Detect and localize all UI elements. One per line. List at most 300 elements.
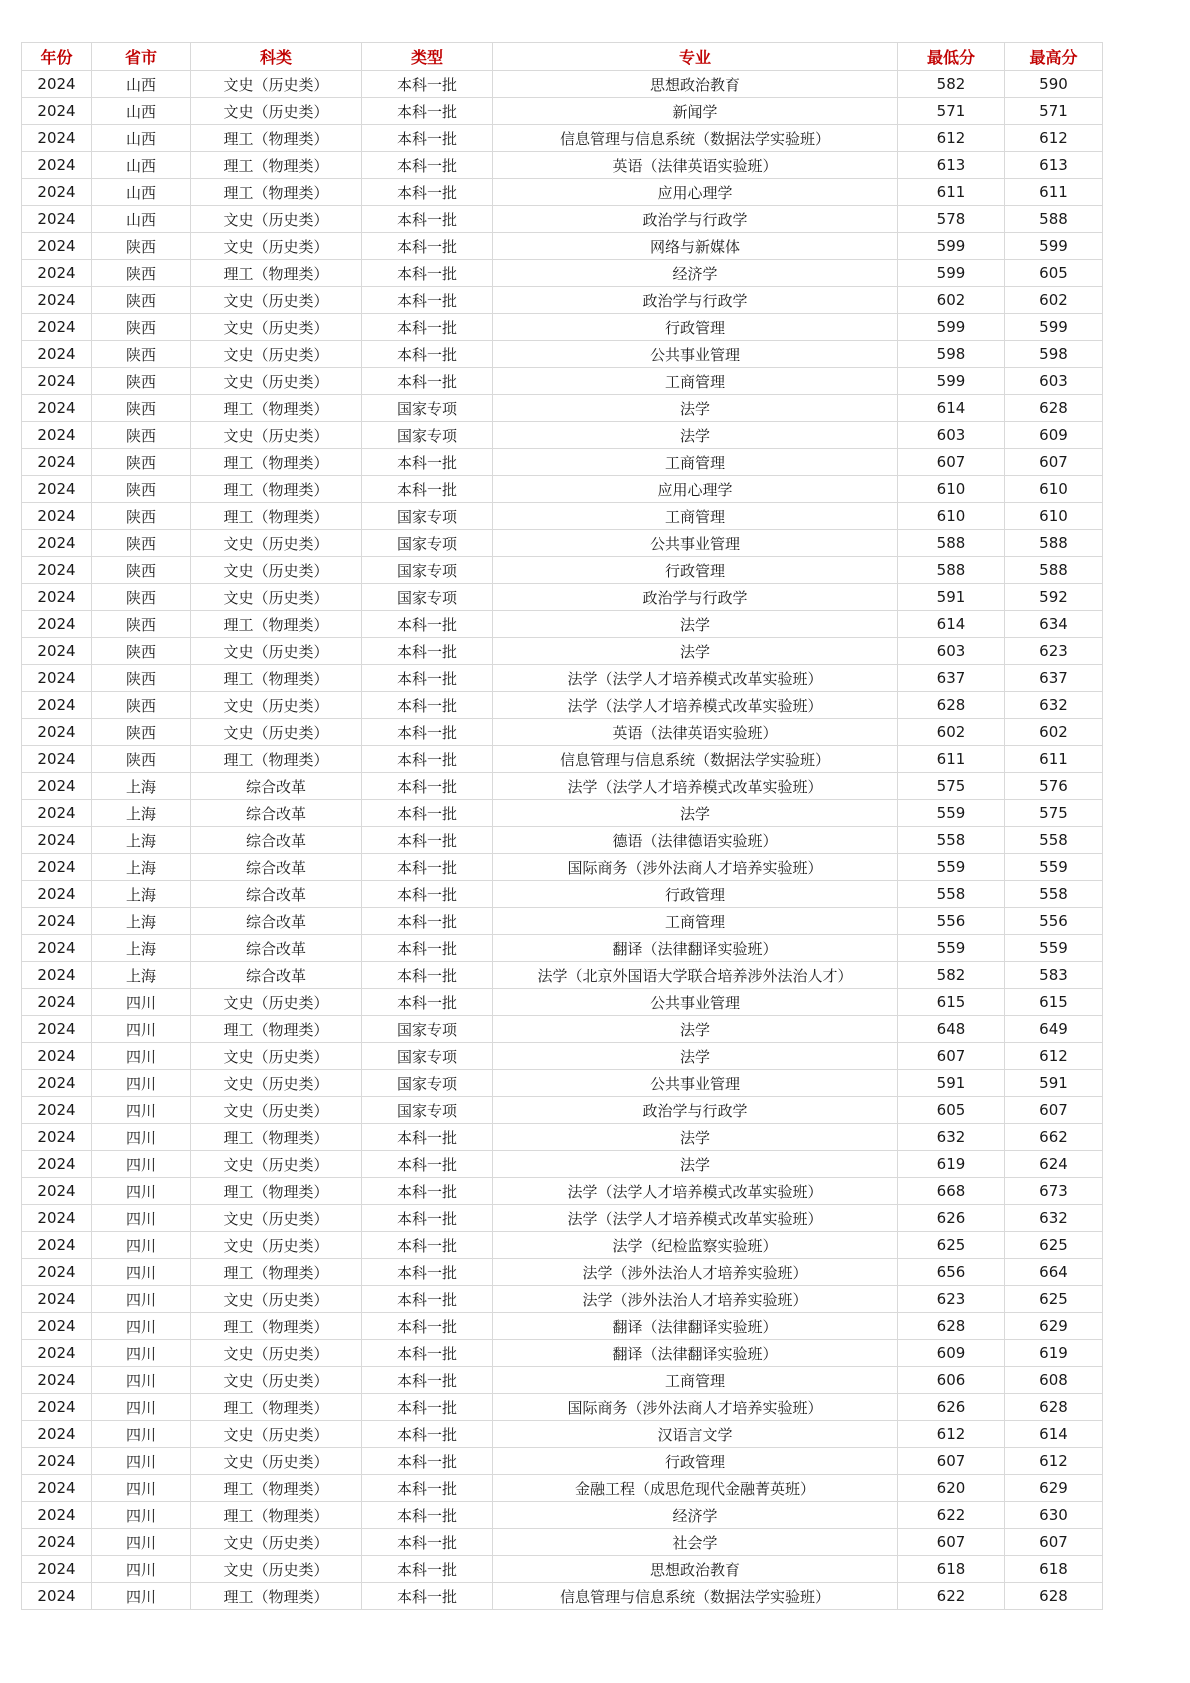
cell-major: 公共事业管理 <box>493 989 898 1016</box>
cell-max-score: 615 <box>1005 989 1103 1016</box>
cell-year: 2024 <box>22 611 92 638</box>
table-row <box>22 1070 1103 1097</box>
cell-min-score: 588 <box>898 530 1005 557</box>
cell-max-score: 607 <box>1005 1097 1103 1124</box>
cell-year: 2024 <box>22 341 92 368</box>
cell-batch-type: 本科一批 <box>362 206 493 233</box>
cell-year: 2024 <box>22 557 92 584</box>
cell-year: 2024 <box>22 395 92 422</box>
cell-subject-category: 文史（历史类） <box>191 692 362 719</box>
cell-province: 四川 <box>92 1097 191 1124</box>
table-row <box>22 1124 1103 1151</box>
cell-province: 上海 <box>92 827 191 854</box>
cell-province: 山西 <box>92 71 191 98</box>
cell-min-score: 620 <box>898 1475 1005 1502</box>
table-row <box>22 1556 1103 1583</box>
cell-batch-type: 本科一批 <box>362 1205 493 1232</box>
table-row <box>22 395 1103 422</box>
cell-year: 2024 <box>22 962 92 989</box>
cell-subject-category: 文史（历史类） <box>191 1340 362 1367</box>
cell-province: 陕西 <box>92 368 191 395</box>
cell-province: 陕西 <box>92 611 191 638</box>
header-province: 省市 <box>92 43 191 71</box>
table-row <box>22 1583 1103 1610</box>
cell-subject-category: 理工（物理类） <box>191 1313 362 1340</box>
table-row <box>22 1340 1103 1367</box>
cell-max-score: 576 <box>1005 773 1103 800</box>
cell-year: 2024 <box>22 1340 92 1367</box>
cell-year: 2024 <box>22 125 92 152</box>
cell-year: 2024 <box>22 746 92 773</box>
cell-min-score: 628 <box>898 1313 1005 1340</box>
cell-batch-type: 本科一批 <box>362 665 493 692</box>
cell-batch-type: 本科一批 <box>362 71 493 98</box>
cell-min-score: 599 <box>898 233 1005 260</box>
cell-batch-type: 国家专项 <box>362 422 493 449</box>
cell-batch-type: 本科一批 <box>362 854 493 881</box>
cell-province: 四川 <box>92 1556 191 1583</box>
cell-batch-type: 本科一批 <box>362 179 493 206</box>
cell-major: 工商管理 <box>493 1367 898 1394</box>
table-row <box>22 719 1103 746</box>
cell-province: 陕西 <box>92 719 191 746</box>
cell-subject-category: 理工（物理类） <box>191 1475 362 1502</box>
cell-major: 行政管理 <box>493 557 898 584</box>
cell-major: 新闻学 <box>493 98 898 125</box>
cell-min-score: 591 <box>898 1070 1005 1097</box>
cell-year: 2024 <box>22 1259 92 1286</box>
cell-subject-category: 理工（物理类） <box>191 665 362 692</box>
table-row <box>22 476 1103 503</box>
cell-min-score: 571 <box>898 98 1005 125</box>
cell-max-score: 590 <box>1005 71 1103 98</box>
cell-year: 2024 <box>22 1043 92 1070</box>
cell-major: 法学 <box>493 1151 898 1178</box>
cell-max-score: 558 <box>1005 881 1103 908</box>
cell-batch-type: 本科一批 <box>362 1556 493 1583</box>
cell-subject-category: 理工（物理类） <box>191 179 362 206</box>
cell-major: 英语（法律英语实验班） <box>493 152 898 179</box>
cell-major: 政治学与行政学 <box>493 584 898 611</box>
cell-year: 2024 <box>22 1286 92 1313</box>
cell-subject-category: 文史（历史类） <box>191 1286 362 1313</box>
cell-min-score: 575 <box>898 773 1005 800</box>
cell-batch-type: 本科一批 <box>362 1475 493 1502</box>
cell-major: 国际商务（涉外法商人才培养实验班） <box>493 1394 898 1421</box>
cell-year: 2024 <box>22 206 92 233</box>
cell-major: 法学（北京外国语大学联合培养涉外法治人才） <box>493 962 898 989</box>
cell-subject-category: 文史（历史类） <box>191 1232 362 1259</box>
cell-min-score: 578 <box>898 206 1005 233</box>
cell-min-score: 602 <box>898 719 1005 746</box>
cell-year: 2024 <box>22 152 92 179</box>
cell-subject-category: 文史（历史类） <box>191 233 362 260</box>
table-header <box>22 43 1103 71</box>
cell-year: 2024 <box>22 1124 92 1151</box>
cell-batch-type: 国家专项 <box>362 530 493 557</box>
cell-batch-type: 本科一批 <box>362 1367 493 1394</box>
cell-max-score: 662 <box>1005 1124 1103 1151</box>
cell-subject-category: 文史（历史类） <box>191 557 362 584</box>
cell-year: 2024 <box>22 1529 92 1556</box>
cell-batch-type: 本科一批 <box>362 638 493 665</box>
cell-subject-category: 理工（物理类） <box>191 395 362 422</box>
cell-batch-type: 本科一批 <box>362 152 493 179</box>
cell-min-score: 607 <box>898 1529 1005 1556</box>
cell-min-score: 612 <box>898 125 1005 152</box>
cell-province: 上海 <box>92 881 191 908</box>
cell-year: 2024 <box>22 1421 92 1448</box>
cell-major: 应用心理学 <box>493 476 898 503</box>
cell-year: 2024 <box>22 881 92 908</box>
cell-min-score: 607 <box>898 1448 1005 1475</box>
table-row <box>22 503 1103 530</box>
cell-subject-category: 理工（物理类） <box>191 1178 362 1205</box>
cell-batch-type: 本科一批 <box>362 881 493 908</box>
cell-year: 2024 <box>22 422 92 449</box>
cell-min-score: 623 <box>898 1286 1005 1313</box>
cell-major: 法学 <box>493 1043 898 1070</box>
cell-min-score: 614 <box>898 395 1005 422</box>
cell-major: 政治学与行政学 <box>493 1097 898 1124</box>
cell-min-score: 609 <box>898 1340 1005 1367</box>
cell-province: 陕西 <box>92 422 191 449</box>
cell-min-score: 605 <box>898 1097 1005 1124</box>
cell-subject-category: 文史（历史类） <box>191 989 362 1016</box>
cell-year: 2024 <box>22 1205 92 1232</box>
cell-batch-type: 本科一批 <box>362 989 493 1016</box>
cell-subject-category: 文史（历史类） <box>191 314 362 341</box>
cell-major: 金融工程（成思危现代金融菁英班） <box>493 1475 898 1502</box>
cell-max-score: 591 <box>1005 1070 1103 1097</box>
cell-province: 陕西 <box>92 449 191 476</box>
cell-province: 上海 <box>92 854 191 881</box>
cell-min-score: 625 <box>898 1232 1005 1259</box>
cell-province: 四川 <box>92 1367 191 1394</box>
cell-min-score: 603 <box>898 638 1005 665</box>
cell-subject-category: 综合改革 <box>191 854 362 881</box>
cell-year: 2024 <box>22 719 92 746</box>
cell-max-score: 583 <box>1005 962 1103 989</box>
cell-max-score: 619 <box>1005 1340 1103 1367</box>
cell-max-score: 623 <box>1005 638 1103 665</box>
cell-major: 经济学 <box>493 1502 898 1529</box>
cell-subject-category: 文史（历史类） <box>191 1043 362 1070</box>
cell-max-score: 559 <box>1005 854 1103 881</box>
cell-max-score: 634 <box>1005 611 1103 638</box>
cell-subject-category: 文史（历史类） <box>191 530 362 557</box>
cell-min-score: 556 <box>898 908 1005 935</box>
cell-subject-category: 综合改革 <box>191 773 362 800</box>
cell-major: 应用心理学 <box>493 179 898 206</box>
cell-batch-type: 本科一批 <box>362 449 493 476</box>
cell-max-score: 571 <box>1005 98 1103 125</box>
cell-subject-category: 文史（历史类） <box>191 638 362 665</box>
cell-max-score: 599 <box>1005 314 1103 341</box>
cell-subject-category: 综合改革 <box>191 908 362 935</box>
cell-subject-category: 理工（物理类） <box>191 125 362 152</box>
table-row <box>22 1421 1103 1448</box>
cell-year: 2024 <box>22 314 92 341</box>
cell-province: 四川 <box>92 1232 191 1259</box>
cell-province: 陕西 <box>92 584 191 611</box>
table-row <box>22 1313 1103 1340</box>
cell-batch-type: 本科一批 <box>362 611 493 638</box>
cell-batch-type: 本科一批 <box>362 692 493 719</box>
cell-batch-type: 本科一批 <box>362 908 493 935</box>
table-row <box>22 449 1103 476</box>
table-row <box>22 1259 1103 1286</box>
cell-province: 上海 <box>92 935 191 962</box>
table-row <box>22 800 1103 827</box>
cell-year: 2024 <box>22 1151 92 1178</box>
cell-subject-category: 文史（历史类） <box>191 206 362 233</box>
cell-batch-type: 本科一批 <box>362 1313 493 1340</box>
cell-subject-category: 文史（历史类） <box>191 368 362 395</box>
cell-subject-category: 文史（历史类） <box>191 287 362 314</box>
cell-batch-type: 本科一批 <box>362 98 493 125</box>
cell-year: 2024 <box>22 1502 92 1529</box>
cell-major: 翻译（法律翻译实验班） <box>493 935 898 962</box>
cell-subject-category: 文史（历史类） <box>191 719 362 746</box>
cell-min-score: 614 <box>898 611 1005 638</box>
cell-batch-type: 本科一批 <box>362 1340 493 1367</box>
table-row <box>22 287 1103 314</box>
cell-batch-type: 本科一批 <box>362 746 493 773</box>
admission-score-table <box>21 42 1103 1610</box>
cell-max-score: 618 <box>1005 1556 1103 1583</box>
cell-max-score: 610 <box>1005 476 1103 503</box>
cell-year: 2024 <box>22 179 92 206</box>
cell-major: 思想政治教育 <box>493 71 898 98</box>
table-row <box>22 1205 1103 1232</box>
cell-year: 2024 <box>22 530 92 557</box>
cell-max-score: 598 <box>1005 341 1103 368</box>
cell-province: 四川 <box>92 1016 191 1043</box>
cell-subject-category: 文史（历史类） <box>191 71 362 98</box>
cell-min-score: 599 <box>898 368 1005 395</box>
cell-province: 陕西 <box>92 557 191 584</box>
cell-max-score: 612 <box>1005 1448 1103 1475</box>
cell-min-score: 611 <box>898 179 1005 206</box>
cell-subject-category: 文史（历史类） <box>191 1097 362 1124</box>
table-row <box>22 1502 1103 1529</box>
cell-max-score: 624 <box>1005 1151 1103 1178</box>
table-row <box>22 530 1103 557</box>
cell-subject-category: 综合改革 <box>191 935 362 962</box>
cell-min-score: 603 <box>898 422 1005 449</box>
cell-province: 四川 <box>92 1124 191 1151</box>
cell-year: 2024 <box>22 503 92 530</box>
cell-province: 四川 <box>92 1070 191 1097</box>
cell-batch-type: 本科一批 <box>362 1232 493 1259</box>
cell-subject-category: 理工（物理类） <box>191 1124 362 1151</box>
cell-batch-type: 国家专项 <box>362 1097 493 1124</box>
cell-province: 四川 <box>92 1502 191 1529</box>
cell-max-score: 628 <box>1005 1394 1103 1421</box>
cell-subject-category: 文史（历史类） <box>191 1151 362 1178</box>
cell-province: 陕西 <box>92 314 191 341</box>
cell-subject-category: 理工（物理类） <box>191 746 362 773</box>
cell-subject-category: 理工（物理类） <box>191 260 362 287</box>
cell-subject-category: 文史（历史类） <box>191 1448 362 1475</box>
cell-year: 2024 <box>22 1016 92 1043</box>
cell-min-score: 622 <box>898 1583 1005 1610</box>
cell-province: 四川 <box>92 1178 191 1205</box>
cell-batch-type: 国家专项 <box>362 584 493 611</box>
table-row <box>22 908 1103 935</box>
cell-year: 2024 <box>22 1232 92 1259</box>
cell-batch-type: 本科一批 <box>362 1394 493 1421</box>
cell-major: 法学 <box>493 395 898 422</box>
table-row <box>22 1367 1103 1394</box>
table-row <box>22 1016 1103 1043</box>
table-row <box>22 1097 1103 1124</box>
cell-subject-category: 文史（历史类） <box>191 1070 362 1097</box>
cell-min-score: 598 <box>898 341 1005 368</box>
cell-max-score: 637 <box>1005 665 1103 692</box>
cell-major: 工商管理 <box>493 368 898 395</box>
table-row <box>22 584 1103 611</box>
cell-batch-type: 本科一批 <box>362 719 493 746</box>
cell-year: 2024 <box>22 1448 92 1475</box>
cell-major: 工商管理 <box>493 449 898 476</box>
cell-year: 2024 <box>22 827 92 854</box>
cell-batch-type: 国家专项 <box>362 395 493 422</box>
cell-province: 四川 <box>92 1421 191 1448</box>
cell-major: 工商管理 <box>493 908 898 935</box>
cell-max-score: 664 <box>1005 1259 1103 1286</box>
table-row <box>22 98 1103 125</box>
cell-year: 2024 <box>22 1583 92 1610</box>
cell-min-score: 610 <box>898 476 1005 503</box>
table-row <box>22 1394 1103 1421</box>
cell-subject-category: 综合改革 <box>191 881 362 908</box>
cell-year: 2024 <box>22 692 92 719</box>
cell-major: 信息管理与信息系统（数据法学实验班） <box>493 1583 898 1610</box>
cell-province: 陕西 <box>92 746 191 773</box>
cell-min-score: 602 <box>898 287 1005 314</box>
table-row <box>22 71 1103 98</box>
cell-year: 2024 <box>22 584 92 611</box>
cell-batch-type: 本科一批 <box>362 1529 493 1556</box>
header-row <box>22 43 1103 71</box>
cell-major: 法学 <box>493 1016 898 1043</box>
cell-province: 陕西 <box>92 530 191 557</box>
cell-year: 2024 <box>22 800 92 827</box>
cell-max-score: 556 <box>1005 908 1103 935</box>
cell-province: 陕西 <box>92 665 191 692</box>
table-row <box>22 260 1103 287</box>
cell-subject-category: 理工（物理类） <box>191 1583 362 1610</box>
cell-min-score: 626 <box>898 1394 1005 1421</box>
cell-major: 法学（纪检监察实验班） <box>493 1232 898 1259</box>
table-row <box>22 125 1103 152</box>
cell-province: 山西 <box>92 152 191 179</box>
cell-min-score: 599 <box>898 260 1005 287</box>
cell-year: 2024 <box>22 1070 92 1097</box>
cell-major: 经济学 <box>493 260 898 287</box>
table-row <box>22 638 1103 665</box>
header-max-score: 最高分 <box>1005 43 1103 71</box>
table-row <box>22 1529 1103 1556</box>
cell-batch-type: 本科一批 <box>362 1259 493 1286</box>
cell-max-score: 588 <box>1005 206 1103 233</box>
cell-max-score: 607 <box>1005 449 1103 476</box>
table-row <box>22 206 1103 233</box>
cell-max-score: 629 <box>1005 1475 1103 1502</box>
cell-max-score: 588 <box>1005 530 1103 557</box>
cell-subject-category: 文史（历史类） <box>191 422 362 449</box>
cell-subject-category: 理工（物理类） <box>191 152 362 179</box>
cell-min-score: 588 <box>898 557 1005 584</box>
header-year: 年份 <box>22 43 92 71</box>
cell-max-score: 599 <box>1005 233 1103 260</box>
cell-subject-category: 文史（历史类） <box>191 1205 362 1232</box>
cell-subject-category: 理工（物理类） <box>191 503 362 530</box>
cell-max-score: 592 <box>1005 584 1103 611</box>
cell-subject-category: 文史（历史类） <box>191 341 362 368</box>
table-row <box>22 1448 1103 1475</box>
cell-year: 2024 <box>22 233 92 260</box>
cell-min-score: 648 <box>898 1016 1005 1043</box>
cell-min-score: 615 <box>898 989 1005 1016</box>
cell-major: 信息管理与信息系统（数据法学实验班） <box>493 746 898 773</box>
cell-subject-category: 文史（历史类） <box>191 98 362 125</box>
cell-max-score: 629 <box>1005 1313 1103 1340</box>
cell-min-score: 607 <box>898 449 1005 476</box>
cell-max-score: 625 <box>1005 1286 1103 1313</box>
cell-year: 2024 <box>22 1556 92 1583</box>
cell-max-score: 603 <box>1005 368 1103 395</box>
cell-max-score: 588 <box>1005 557 1103 584</box>
table-row <box>22 773 1103 800</box>
cell-major: 国际商务（涉外法商人才培养实验班） <box>493 854 898 881</box>
table-row <box>22 422 1103 449</box>
cell-major: 德语（法律德语实验班） <box>493 827 898 854</box>
cell-batch-type: 本科一批 <box>362 287 493 314</box>
cell-major: 思想政治教育 <box>493 1556 898 1583</box>
cell-batch-type: 国家专项 <box>362 1016 493 1043</box>
cell-max-score: 609 <box>1005 422 1103 449</box>
cell-max-score: 575 <box>1005 800 1103 827</box>
cell-year: 2024 <box>22 908 92 935</box>
cell-province: 陕西 <box>92 692 191 719</box>
cell-year: 2024 <box>22 287 92 314</box>
cell-year: 2024 <box>22 1394 92 1421</box>
header-major: 专业 <box>493 43 898 71</box>
cell-batch-type: 本科一批 <box>362 1502 493 1529</box>
cell-subject-category: 文史（历史类） <box>191 1529 362 1556</box>
cell-min-score: 626 <box>898 1205 1005 1232</box>
cell-major: 法学 <box>493 800 898 827</box>
cell-year: 2024 <box>22 665 92 692</box>
cell-major: 翻译（法律翻译实验班） <box>493 1313 898 1340</box>
cell-year: 2024 <box>22 1178 92 1205</box>
cell-min-score: 582 <box>898 71 1005 98</box>
header-subject-category: 科类 <box>191 43 362 71</box>
cell-province: 上海 <box>92 908 191 935</box>
table-row <box>22 989 1103 1016</box>
cell-max-score: 630 <box>1005 1502 1103 1529</box>
cell-major: 社会学 <box>493 1529 898 1556</box>
cell-province: 四川 <box>92 1151 191 1178</box>
cell-min-score: 632 <box>898 1124 1005 1151</box>
cell-province: 山西 <box>92 98 191 125</box>
cell-year: 2024 <box>22 773 92 800</box>
cell-min-score: 612 <box>898 1421 1005 1448</box>
cell-subject-category: 综合改革 <box>191 800 362 827</box>
